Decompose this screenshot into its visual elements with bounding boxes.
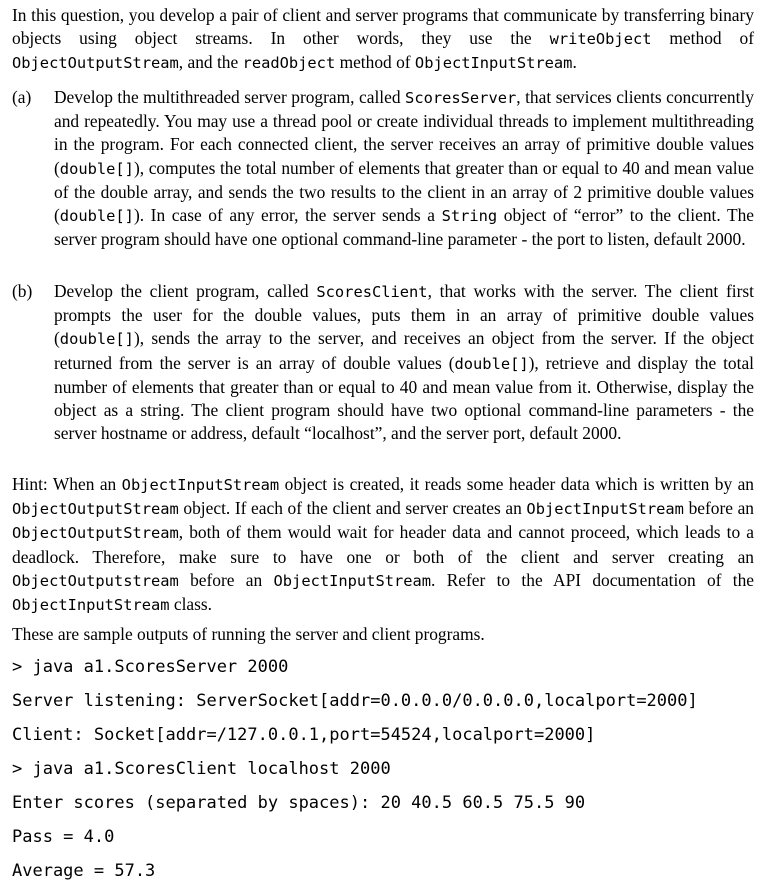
code-scoresserver: ScoresServer bbox=[405, 89, 517, 107]
code-readobject: readObject bbox=[242, 54, 336, 73]
part-b-text-segment: ), retrieve and display the total number of elements that greater than or equal to 40 and mean value from it. Otherwise, display the object as a string. The client program should have two optional command-line parameters - the server hostname or address, default “localhost”, and the server port, default 2000. bbox=[54, 352, 755, 444]
hint-text: . Refer to the API documentation of the bbox=[431, 569, 754, 590]
output-line: Server listening: ServerSocket[addr=0.0.0.0/0.0.0.0,localport=2000] bbox=[12, 691, 698, 711]
code-objectoutputstream: ObjectOutputstream bbox=[12, 571, 179, 590]
hint-text: object is created, it reads some header data which is written by an bbox=[279, 474, 754, 494]
intro-paragraph bbox=[12, 4, 754, 76]
part-b-text bbox=[54, 280, 754, 445]
output-line: Client: Socket[addr=/127.0.0.1,port=54524,localport=2000] bbox=[12, 725, 596, 745]
code-double-array: double[] bbox=[454, 354, 529, 373]
part-a-text-segment: , that services clients concurrently and repeatedly. You may use a thread pool or create individual threads to implement multithreading in the program. For each connected client, the server receives an array of primitive double values ( bbox=[54, 87, 754, 178]
hint-text: before an bbox=[178, 569, 274, 590]
output-line: > java a1.ScoresServer 2000 bbox=[12, 657, 289, 677]
part-a-text-segment: object of “error” to the client. The server program should have one optional command-line parameter - the port to listen, default 2000. bbox=[54, 205, 755, 250]
samples-intro: These are sample outputs of running the server and client programs. bbox=[12, 624, 485, 644]
part-b bbox=[12, 280, 754, 445]
code-objectinputstream: ObjectInputStream bbox=[526, 500, 684, 519]
code-scoresclient: ScoresClient bbox=[316, 283, 428, 301]
part-a-text bbox=[54, 86, 754, 251]
part-a-label: (a) bbox=[12, 87, 32, 107]
output-line: Enter scores (separated by spaces): 20 40.5 60.5 75.5 90 bbox=[12, 793, 586, 813]
part-b-text-segment: , that works with the server. The client first prompts the user for the double values, puts them in an array of primitive double values ( bbox=[54, 281, 754, 349]
hint-text: Hint: When an bbox=[12, 474, 122, 494]
part-a-text-segment: ), computes the total number of elements that greater than or equal to 40 and mean value of the double array, and sends the two results to the client in an array of 2 primitive double values ( bbox=[54, 157, 754, 226]
intro-text: , and the bbox=[178, 52, 243, 73]
part-b-text-segment: Develop the client program, called bbox=[54, 281, 317, 301]
code-objectinputstream: ObjectInputStream bbox=[414, 54, 573, 73]
code-double-array: double[] bbox=[59, 159, 134, 178]
output-line: Pass = 4.0 bbox=[12, 827, 115, 847]
part-b-label: (b) bbox=[12, 281, 33, 301]
code-double-array: double[] bbox=[59, 207, 134, 226]
part-b-text-segment: ), sends the array to the server, and receives an object from the server. If the object returned from the server is an array of double values ( bbox=[54, 328, 754, 373]
part-a bbox=[12, 86, 754, 251]
intro-text: method of bbox=[651, 28, 754, 49]
hint-text: class. bbox=[169, 594, 213, 615]
hint-text: , both of them would wait for header data and cannot proceed, which leads to a deadlock. Therefore, make sure to have one or both of the client and server creating an bbox=[12, 522, 754, 567]
code-objectoutputstream: ObjectOutputStream bbox=[12, 54, 179, 73]
code-double-array: double[] bbox=[59, 330, 134, 349]
code-writeobject: writeObject bbox=[549, 30, 652, 49]
intro-text: In this question, you develop a pair of client and server programs that communicate by transferring binary objects using object streams. In other words, they use the bbox=[12, 5, 754, 49]
part-a-text-segment: Develop the multithreaded server program, called bbox=[54, 87, 406, 107]
hint-text: before an bbox=[683, 498, 754, 519]
code-objectinputstream: ObjectInputStream bbox=[121, 476, 280, 494]
intro-text: method of bbox=[335, 52, 415, 73]
part-a-text-segment: ). In case of any error, the server sends a bbox=[133, 205, 442, 226]
intro-text: . bbox=[572, 52, 577, 73]
code-objectoutputstream: ObjectOutputStream bbox=[12, 500, 179, 519]
code-string: String bbox=[441, 207, 498, 226]
code-objectinputstream: ObjectInputStream bbox=[12, 596, 170, 615]
output-line: > java a1.ScoresClient localhost 2000 bbox=[12, 759, 391, 779]
hint-paragraph bbox=[12, 473, 754, 617]
output-line: Average = 57.3 bbox=[12, 861, 156, 881]
code-objectinputstream: ObjectInputStream bbox=[273, 571, 432, 590]
code-objectoutputstream: ObjectOutputStream bbox=[12, 524, 179, 543]
hint-text: object. If each of the client and server creates an bbox=[178, 498, 527, 519]
